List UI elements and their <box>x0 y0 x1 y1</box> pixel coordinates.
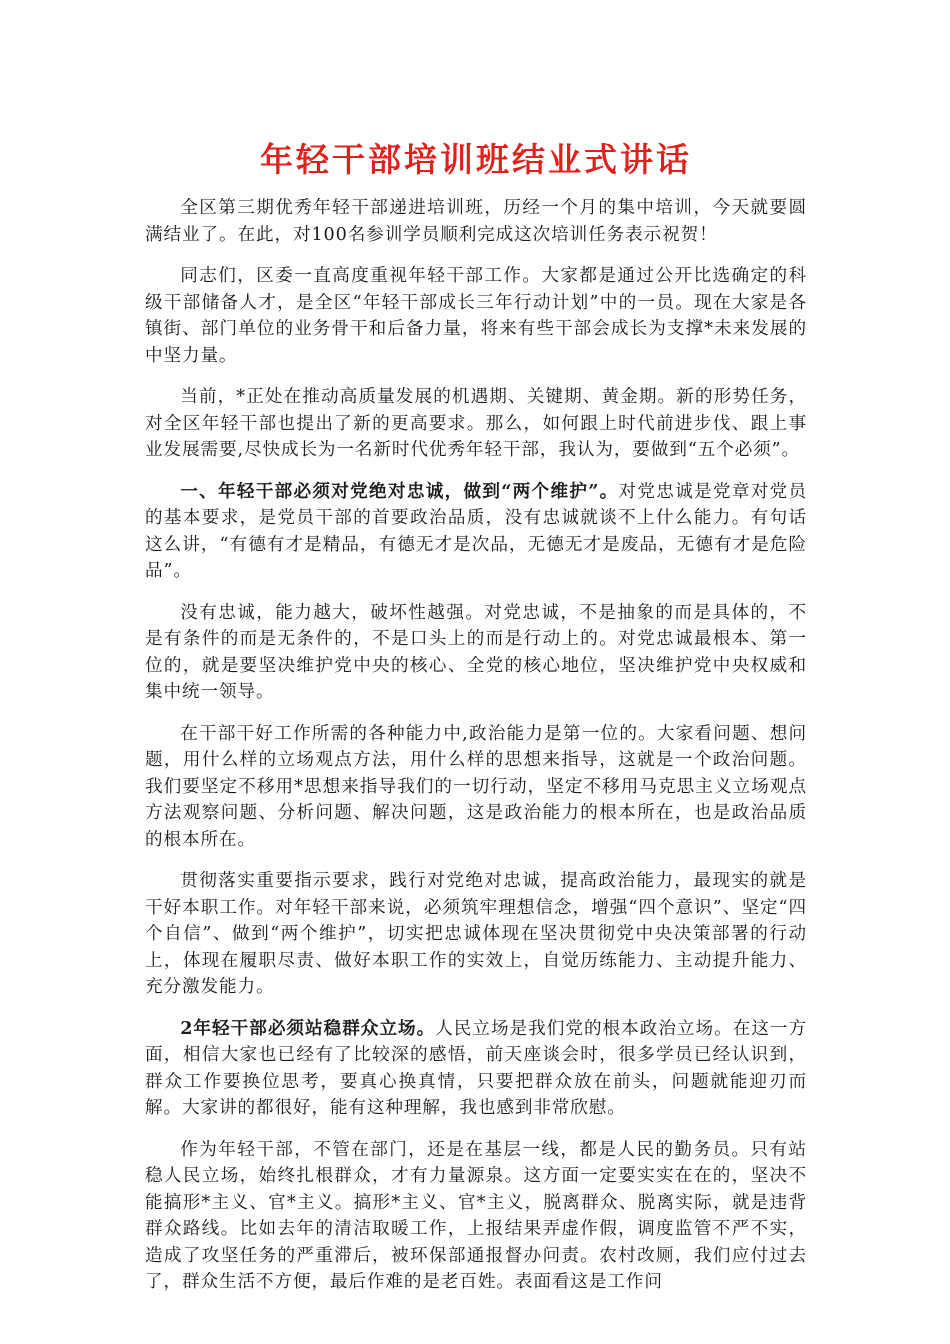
paragraph-text: 同志们，区委一直高度重视年轻干部工作。大家都是通过公开比选确定的科级干部储备人才，是全区“年轻干部成长三年行动计划”中的一员。现在大家是各镇街、部门单位的业务骨干和后备力量，将来有些干部会成长为支撑*未来发展的中坚力量。 <box>145 266 807 366</box>
paragraph-text: 对党忠诚是党章对党员的基本要求，是党员干部的首要政治品质，没有忠诚就谈不上什么能力。有句话这么讲，“有德有才是精品，有德无才是次品，无德无才是废品，无德有才是危险品”。 <box>145 481 807 581</box>
paragraph-text: 没有忠诚，能力越大，破坏性越强。对党忠诚，不是抽象的而是具体的，不是有条件的而是无条件的，不是口头上的而是行动上的。对党忠诚最根本、第一位的，就是要坚决维护党中央的核心、全党的核心地位，坚决维护党中央权威和集中统一领导。 <box>145 602 807 702</box>
paragraph-implementation <box>145 868 807 1001</box>
section-heading-one: 一、年轻干部必须对党绝对忠诚，做到“两个维护”。 <box>180 480 619 502</box>
paragraph-text: 全区第三期优秀年轻干部递进培训班，历经一个月的集中培训，今天就要圆满结业了。在此，对100名参训学员顺利完成这次培训任务表示祝贺！ <box>145 198 807 245</box>
section-heading-two: 2年轻干部必须站稳群众立场。 <box>180 1017 436 1039</box>
paragraph-current-situation <box>145 384 807 464</box>
paragraph-point-one <box>145 479 807 585</box>
paragraph-opening <box>145 195 807 248</box>
paragraph-text: 作为年轻干部，不管在部门，还是在基层一线，都是人民的勤务员。只有站稳人民立场，始终扎根群众，才有力量源泉。这方面一定要实实在在的，坚决不能搞形*主义、官*主义。搞形*主义、官*主义，脱离群众、脱离实际，就是违背群众路线。比如去年的清洁取暖工作，上报结果弄虚作假，调度监管不严不实，造成了攻坚任务的严重滞后，被环保部通报督办问责。农村改厕，我们应付过去了，群众生活不方便，最后作难的是老百姓。表面看这是工作问 <box>145 1139 807 1292</box>
paragraph-text: 当前，*正处在推动高质量发展的机遇期、关键期、黄金期。新的形势任务，对全区年轻干部也提出了新的更高要求。那么，如何跟上时代前进步伐、跟上事业发展需要,尽快成长为一名新时代优秀年轻干部，我认为，要做到“五个必须”。 <box>145 387 807 460</box>
paragraph-loyalty <box>145 600 807 706</box>
paragraph-comrades <box>145 263 807 369</box>
paragraph-servant <box>145 1137 807 1296</box>
paragraph-text: 在干部干好工作所需的各种能力中,政治能力是第一位的。大家看问题、想问题，用什么样的立场观点方法，用什么样的思想来指导，这就是一个政治问题。我们要坚定不移用*思想来指导我们的一切行动，坚定不移用马克思主义立场观点方法观察问题、分析问题、解决问题，这是政治能力的根本所在，也是政治品质的根本所在。 <box>145 723 807 850</box>
document-title: 年轻干部培训班结业式讲话 <box>260 140 692 179</box>
document-page <box>145 138 807 1311</box>
paragraph-text: 人民立场是我们党的根本政治立场。在这一方面，相信大家也已经有了比较深的感悟，前天座谈会时，很多学员已经认识到，群众工作要换位思考，要真心换真情，只要把群众放在前头，问题就能迎刃而解。大家讲的都很好，能有这种理解，我也感到非常欣慰。 <box>145 1018 807 1118</box>
paragraph-point-two <box>145 1016 807 1122</box>
paragraph-political-ability <box>145 721 807 854</box>
paragraph-text: 贯彻落实重要指示要求，践行对党绝对忠诚，提高政治能力，最现实的就是干好本职工作。对年轻干部来说，必须筑牢理想信念，增强“四个意识”、坚定“四个自信”、做到“两个维护”，切实把忠诚体现在坚决贯彻党中央决策部署的行动上，体现在履职尽责、做好本职工作的实效上，自觉历练能力、主动提升能力、充分激发能力。 <box>145 871 807 997</box>
